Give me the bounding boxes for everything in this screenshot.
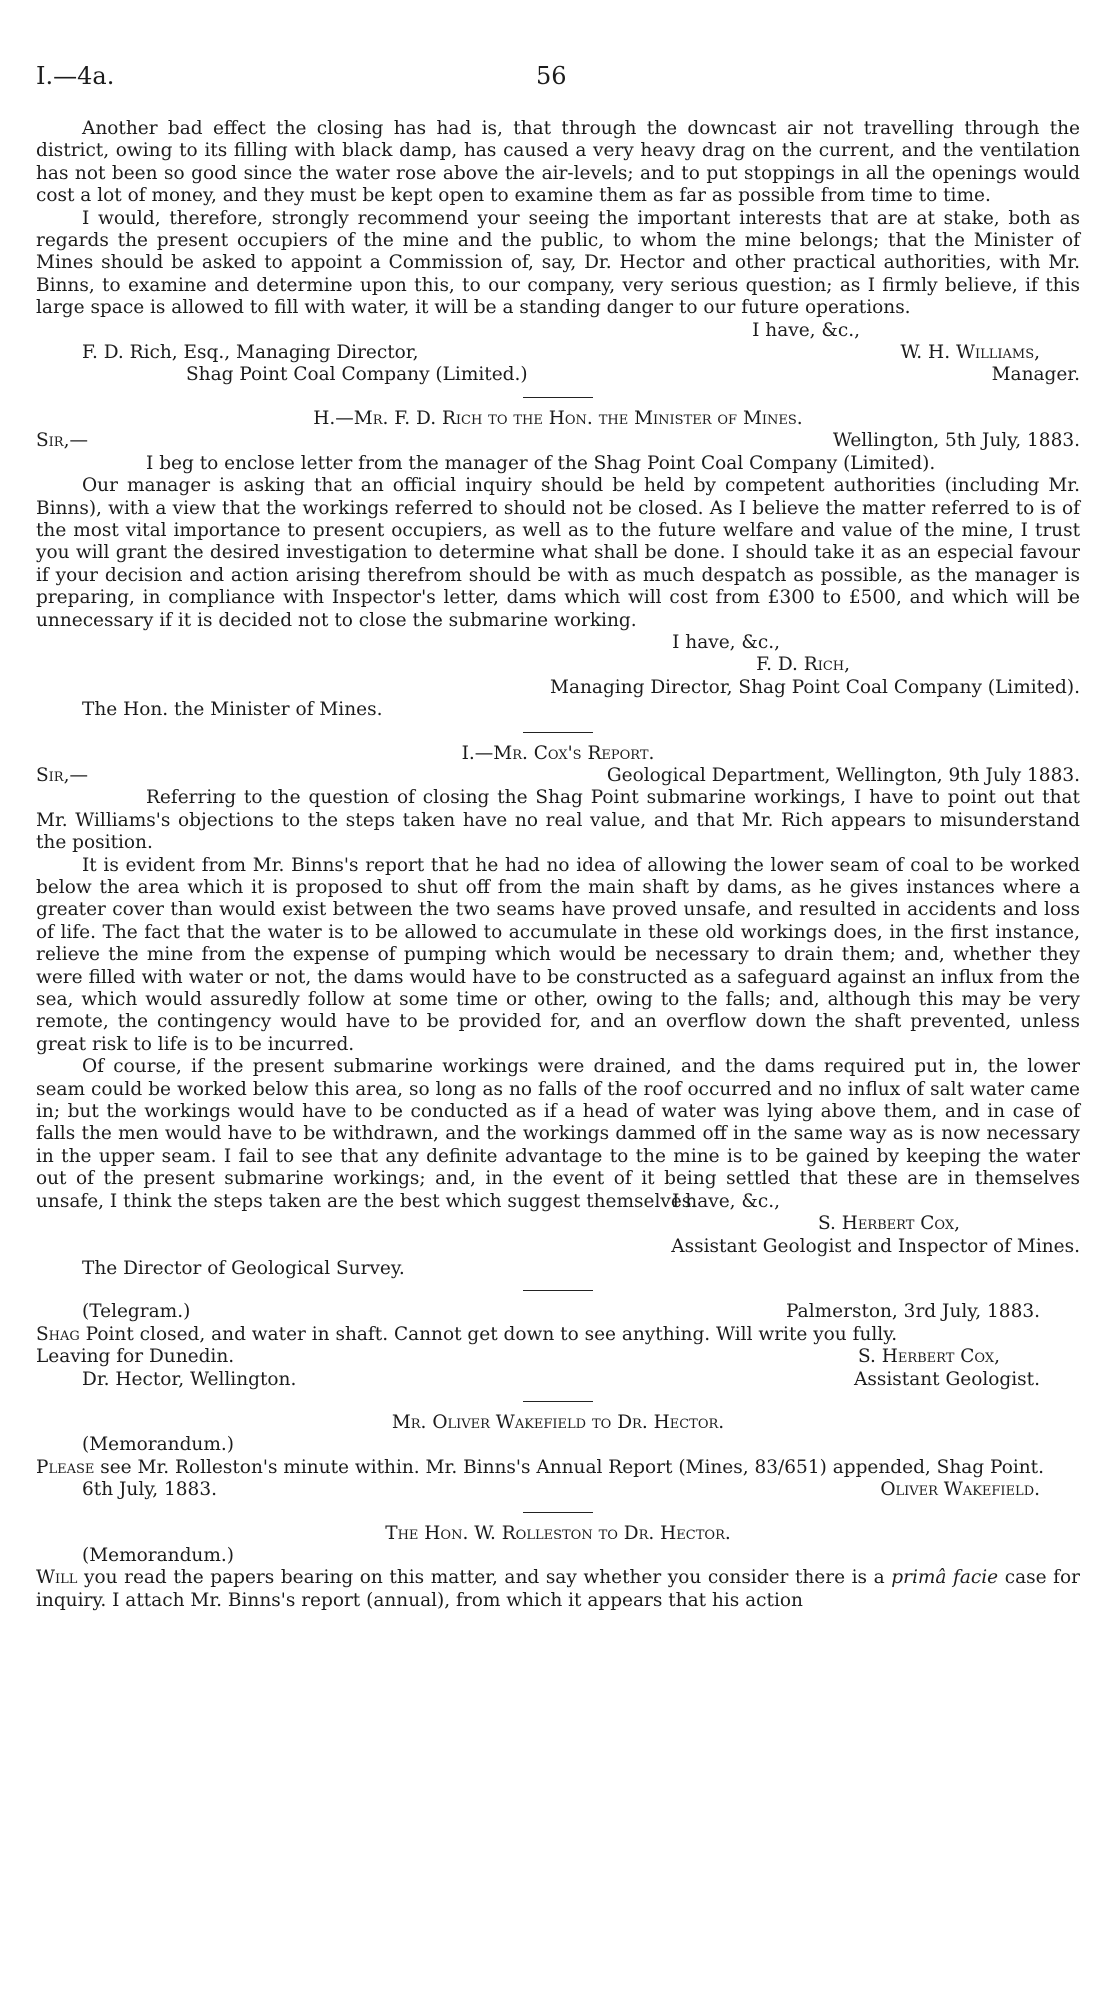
telegram-header-row (36, 1301, 1080, 1323)
signatory-title: Assistant Geologist and Inspector of Mines. (671, 1235, 1080, 1257)
telegram (36, 1301, 1080, 1391)
signatory: Oliver Wakefield. (880, 1479, 1040, 1501)
signatory: F. D. Rich, (756, 654, 850, 676)
page-number: 56 (536, 62, 567, 90)
italic-phrase: primâ facie (891, 1567, 999, 1589)
addressee: The Director of Geological Survey. (82, 1257, 405, 1279)
telegram-line: Leaving for Dunedin. (36, 1346, 235, 1368)
signature-row (36, 364, 1080, 386)
section-heading: H.—Mr. F. D. Rich to the Hon. the Minister of Mines. (313, 407, 803, 429)
paragraph: Of course, if the present submarine workings were drained, and the dams required put in, the lower seam could be worked below this area, so long as no falls of the roof occurred and no influx of salt water came in; but the workings would have to be conducted as if a head of water was lying above them, and in case of falls the men would have to be withdrawn, and the workings dammed off in the same way as is now necessary in the upper seam. I fail to see that any definite advantage to the mine is to be gained by keeping the water out of the present submarine workings; and, in the event of it being settled that these are in themselves unsafe, I think the steps taken are the best which suggest themselves. (36, 1056, 1080, 1212)
letter-williams (36, 118, 1080, 387)
memo-wakefield (36, 1412, 1080, 1502)
lead-word: Will (36, 1567, 78, 1589)
addressee: F. D. Rich, Esq., Managing Director, (82, 342, 419, 364)
memo-signature-row (36, 1479, 1080, 1501)
addressee: Shag Point Coal Company (Limited.) (186, 364, 528, 386)
place-date: Geological Department, Wellington, 9th July 1883. (606, 764, 1080, 786)
document-body (36, 118, 1080, 1612)
place-date: Wellington, 5th July, 1883. (832, 430, 1080, 452)
closing: I have, &c., (752, 319, 860, 341)
lead-word: Please (36, 1456, 95, 1478)
paragraph: It is evident from Mr. Binns's report that he had no idea of allowing the lower seam of coal to be worked below the area which it is proposed to shut off from the main shaft by dams, as he gives instances where a greater cover than would exist between the two seams have proved unsafe, and resulted in accidents and loss of life. The fact that the water is to be allowed to accumulate in these old workings does, in the first instance, relieve the mine from the expense of pumping which would be necessary to drain them; and, whether they were filled with water or not, the dams would have to be constructed as a safeguard against an influx from the sea, which would assuredly follow at some time or other, owing to the falls; and, although this may be very remote, the contingency would have to be provided for, and an overflow down the shaft prevented, unless great risk to life is to be incurred. (36, 854, 1080, 1055)
signatory-title: Manager. (991, 364, 1080, 386)
section-divider (523, 732, 593, 733)
memo-body: you read the papers bearing on this matter, and say whether you consider there is a (77, 1567, 892, 1589)
lead-word: Shag (36, 1323, 80, 1345)
closing: I have, &c., (672, 1190, 780, 1212)
telegram-row (36, 1346, 1080, 1368)
paragraph: I beg to enclose letter from the manager of the Shag Point Coal Company (Limited). (146, 452, 936, 474)
addressee: Dr. Hector, Wellington. (82, 1368, 297, 1390)
section-heading: Mr. Oliver Wakefield to Dr. Hector. (391, 1411, 725, 1433)
salutation: Sir,— (36, 430, 88, 452)
signatory: S. Herbert Cox, (857, 1346, 1000, 1368)
report-cox (36, 743, 1080, 1281)
memo-body-continued: case for inquiry. I attach Mr. Binns's report (annual), from which it appears that his action (36, 1567, 1080, 1611)
telegram-row (36, 1369, 1080, 1391)
salutation-row (36, 430, 1080, 452)
memo-label: (Memorandum.) (82, 1544, 234, 1566)
memo-body: see Mr. Rolleston's minute within. Mr. Binns's Annual Report (Mines, 83/651) appended, Shag Point. (94, 1456, 1044, 1478)
section-heading: I.—Mr. Cox's Report. (461, 742, 655, 764)
addressee: The Hon. the Minister of Mines. (82, 699, 383, 721)
salutation-row (36, 765, 1080, 787)
signatory-title: Managing Director, Shag Point Coal Company (Limited). (550, 676, 1080, 698)
memo-text (36, 1457, 1080, 1479)
signatory-title: Assistant Geologist. (854, 1368, 1040, 1390)
paragraph: Our manager is asking that an official inquiry should be held by competent authorities (including Mr. Binns), with a view that the workings referred to should not be closed. As I believe the matter referred to is of the most vital importance to present occupiers, as well as to the future welfare and value of the mine, I trust you will grant the desired investigation to determine what shall be done. I should take it as an especial favour if your decision and action arising therefrom should be with as much despatch as possible, as the manager is preparing, in compliance with Inspector's letter, dams which will cost from £300 to £500, and which will be unnecessary if it is decided not to close the submarine working. (36, 475, 1080, 631)
memo-label: (Memorandum.) (82, 1434, 234, 1456)
telegram-label: (Telegram.) (82, 1301, 191, 1323)
section-divider (523, 1512, 593, 1513)
signatory: S. Herbert Cox, (817, 1213, 960, 1235)
document-reference: I.—4a. (36, 62, 115, 90)
memo-rolleston (36, 1523, 1080, 1613)
section-divider (523, 397, 593, 398)
signatory: W. H. Williams, (900, 342, 1040, 364)
section-divider (523, 1401, 593, 1402)
section-heading: The Hon. W. Rolleston to Dr. Hector. (385, 1522, 731, 1544)
memo-text (36, 1567, 1080, 1612)
letter-rich (36, 408, 1080, 722)
section-divider (523, 1290, 593, 1291)
salutation: Sir,— (36, 764, 88, 786)
paragraph: I would, therefore, strongly recommend your seeing the important interests that are at stake, both as regards the present occupiers of the mine and the public, to whom the mine belongs; that the Minister of Mines should be asked to appoint a Commission of, say, Dr. Hector and other practical authorities, with Mr. Binns, to examine and determine upon this, to our company, very serious question; as I firmly believe, if this large space is allowed to fill with water, it will be a standing danger to our future operations. (36, 207, 1080, 319)
memo-date: 6th July, 1883. (82, 1479, 217, 1501)
closing: I have, &c., (672, 631, 780, 653)
telegram-body: Point closed, and water in shaft. Cannot get down to see anything. Will write you fully. (79, 1323, 898, 1345)
signature-row (36, 342, 1080, 364)
paragraph: Referring to the question of closing the Shag Point submarine workings, I have to point out that Mr. Williams's objections to the steps taken have no real value, and that Mr. Rich appears to misunderstand the position. (36, 787, 1080, 854)
paragraph: Another bad effect the closing has had is, that through the downcast air not travelling through the district, owing to its filling with black damp, has caused a very heavy drag on the current, and the ventilation has not been so good since the water rose above the air-levels; and to put stoppings in all the openings would cost a lot of money, and they must be kept open to examine them as far as possible from time to time. (36, 118, 1080, 207)
telegram-text (36, 1324, 1080, 1346)
place-date: Palmerston, 3rd July, 1883. (786, 1301, 1040, 1323)
